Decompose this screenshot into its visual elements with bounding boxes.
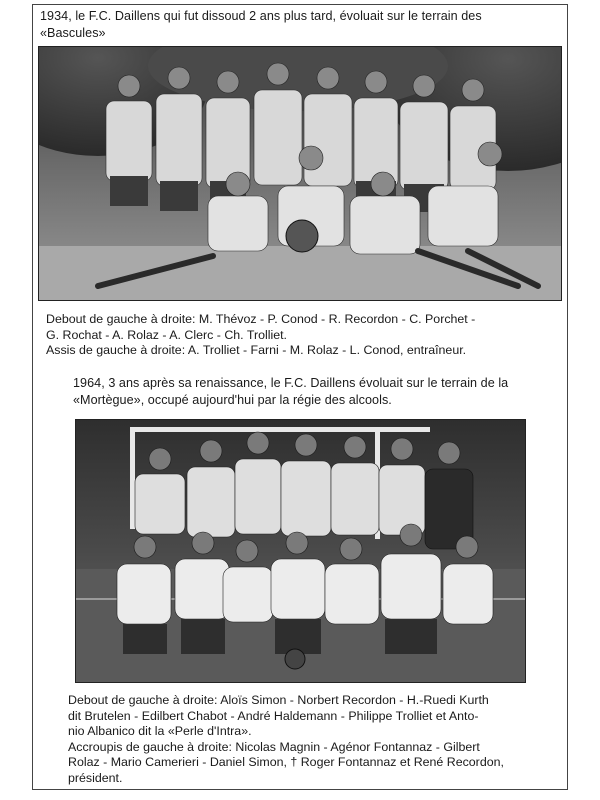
- caption-1934: [40, 8, 560, 41]
- names-1964-line: Debout de gauche à droite: Aloïs Simon - Norbert Recordon - H.-Ruedi Kurth: [68, 693, 489, 707]
- names-1964-line: Rolaz - Mario Camerieri - Daniel Simon, † Roger Fontannaz et René Recordon,: [68, 755, 504, 770]
- team-photo-1964-image: [75, 419, 526, 683]
- names-1934-line: Debout de gauche à droite: M. Thévoz - P. Conod - R. Recordon - C. Porchet -: [46, 312, 476, 326]
- names-1964-line: dit Brutelen - Edilbert Chabot - André Haldemann - Philippe Trolliet et Anto-: [68, 708, 479, 723]
- team-photo-1934: [38, 46, 562, 301]
- team-photo-1934-image: [38, 46, 562, 301]
- names-1964-line: président.: [68, 770, 123, 785]
- caption-1934-line: «Bascules»: [40, 25, 106, 40]
- names-1964-line: nio Albanico dit la «Perle d'Intra».: [68, 724, 252, 739]
- caption-1964-line: 1964, 3 ans après sa renaissance, le F.C. Daillens évoluait sur le terrain de la: [73, 376, 509, 390]
- names-1934-line: Assis de gauche à droite: A. Trolliet - Farni - M. Rolaz - L. Conod, entraîneur.: [46, 343, 467, 358]
- names-1964: [68, 693, 560, 787]
- caption-1964: [73, 375, 553, 408]
- names-1934-line: G. Rochat - A. Rolaz - A. Clerc - Ch. Trolliet.: [46, 327, 287, 342]
- names-1934: [46, 312, 566, 359]
- caption-1964-line: «Mortègue», occupé aujourd'hui par la régie des alcools.: [73, 392, 392, 407]
- names-1964-line: Accroupis de gauche à droite: Nicolas Magnin - Agénor Fontannaz - Gilbert: [68, 739, 480, 754]
- team-photo-1964: [75, 419, 526, 683]
- caption-1934-line: 1934, le F.C. Daillens qui fut dissoud 2 ans plus tard, évoluait sur le terrain des: [40, 9, 482, 23]
